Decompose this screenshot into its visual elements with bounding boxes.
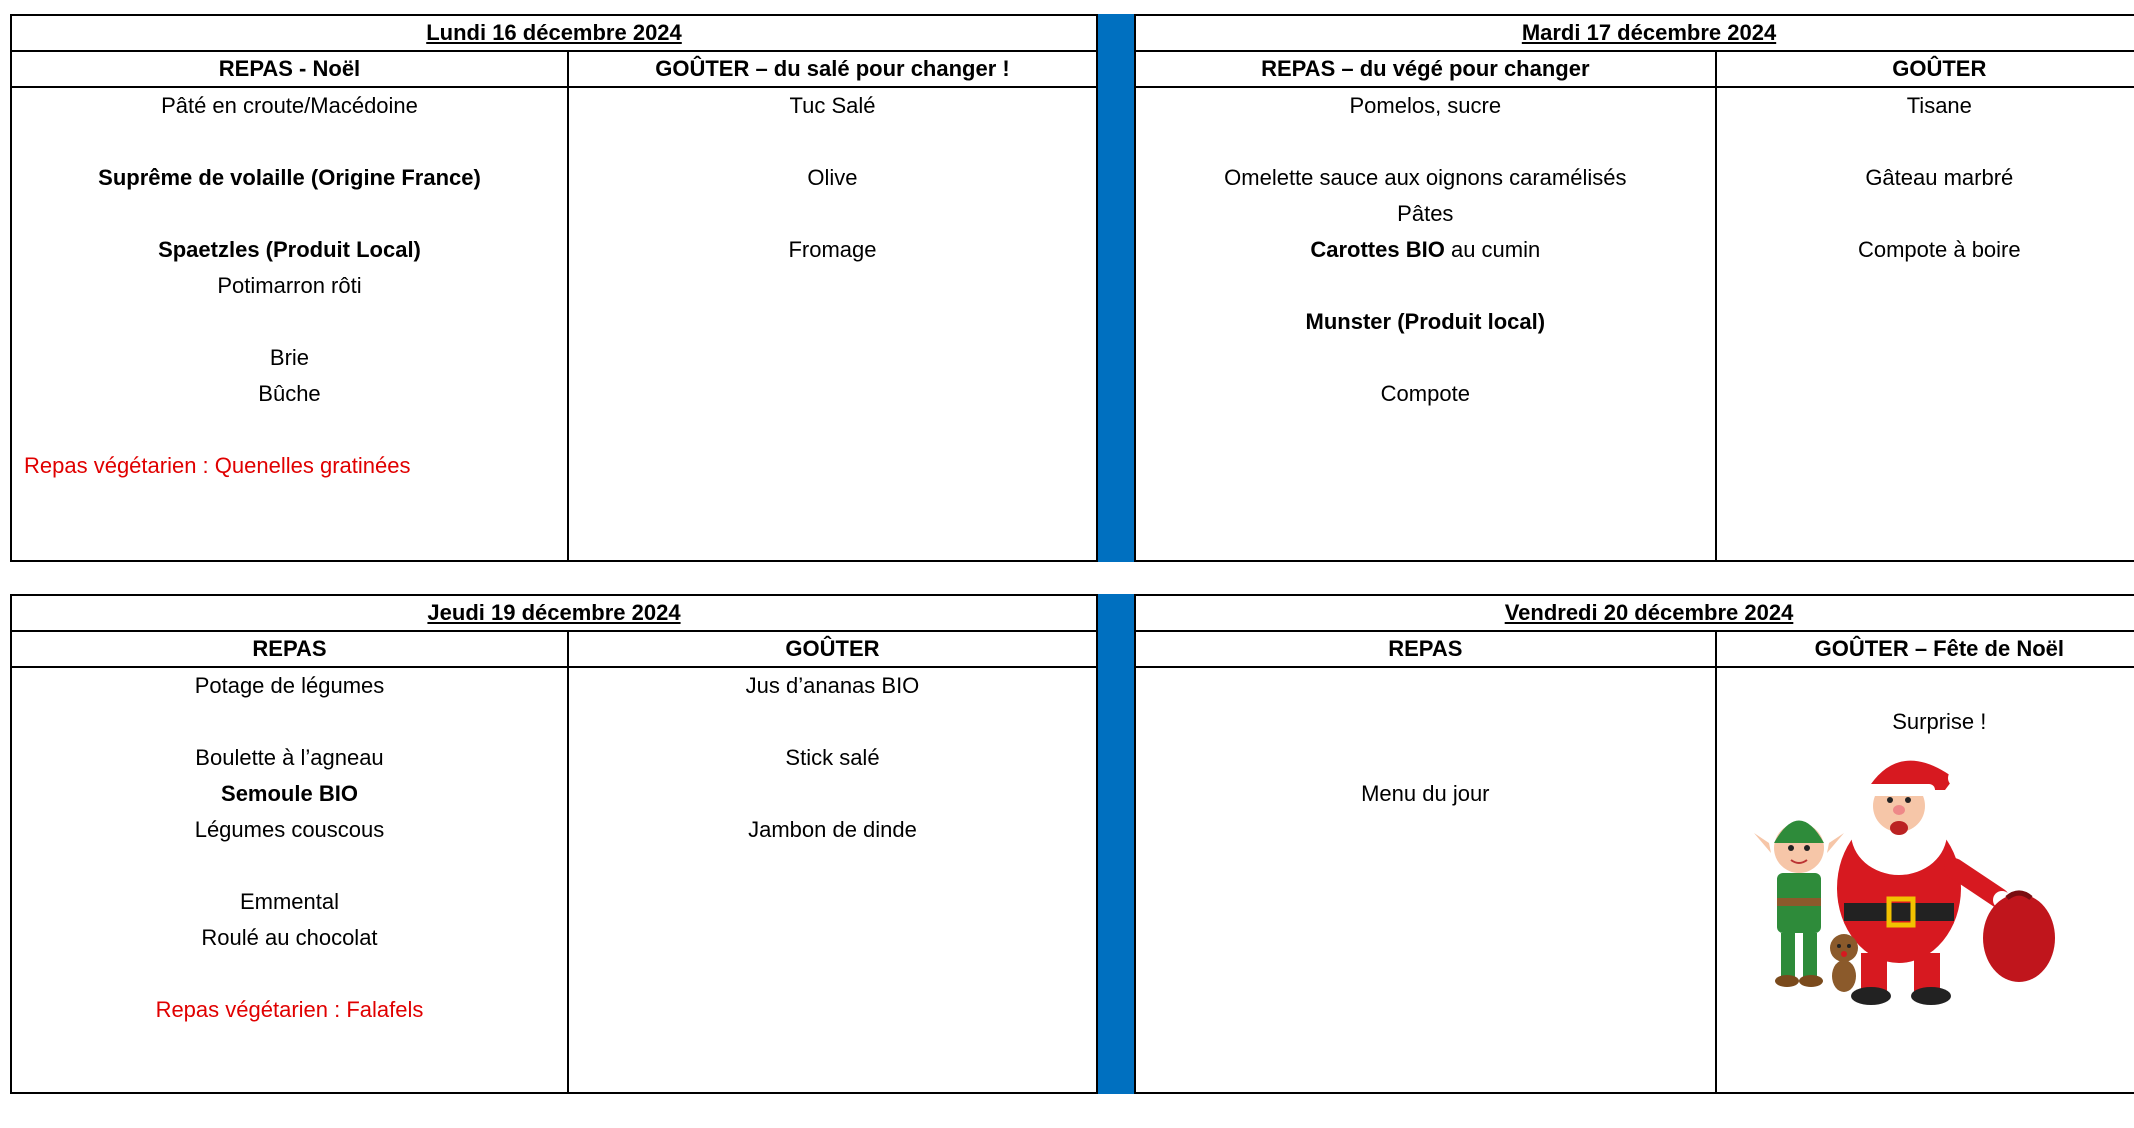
santa-and-elf-icon — [1749, 748, 2059, 1008]
menu-line: Munster (Produit local) — [1305, 309, 1546, 334]
column-gouter — [1715, 52, 2134, 560]
column-gouter — [567, 632, 1096, 1092]
menu-line — [1136, 340, 1715, 376]
day-tuesday — [1134, 14, 2134, 562]
menu-line — [569, 196, 1096, 232]
menu-line: Roulé au chocolat — [201, 925, 378, 950]
day-title: Vendredi 20 décembre 2024 — [1136, 596, 2134, 632]
menu-line — [1136, 704, 1715, 740]
column-gouter — [1715, 632, 2134, 1092]
menu-line — [12, 196, 567, 232]
menu-line — [12, 412, 567, 448]
menu-line: Carottes BIO au cumin — [1310, 237, 1541, 262]
menu-line — [569, 776, 1096, 812]
menu-line: Bûche — [258, 381, 321, 406]
column-header: GOÛTER – du salé pour changer ! — [569, 52, 1096, 88]
menu-line — [12, 704, 567, 740]
blue-separator — [1098, 14, 1134, 562]
menu-line — [1717, 124, 2134, 160]
column-header: GOÛTER — [1717, 52, 2134, 88]
blue-separator — [1098, 594, 1134, 1094]
menu-line — [1717, 196, 2134, 232]
menu-line: Omelette sauce aux oignons caramélisés — [1224, 165, 1627, 190]
menu-line: Pomelos, sucre — [1349, 93, 1502, 118]
menu-line: Jambon de dinde — [748, 817, 917, 842]
menu-line: Suprême de volaille (Origine France) — [98, 165, 481, 190]
column-gouter — [567, 52, 1096, 560]
column-repas — [12, 52, 567, 560]
menu-line: Stick salé — [785, 745, 880, 770]
menu-line: Gâteau marbré — [1865, 165, 2014, 190]
menu-line: Fromage — [788, 237, 877, 262]
menu-line — [1717, 668, 2134, 704]
column-header: GOÛTER – Fête de Noël — [1717, 632, 2134, 668]
menu-line: Pâté en croute/Macédoine — [161, 93, 418, 118]
menu-line: Tuc Salé — [789, 93, 876, 118]
column-header: REPAS — [1136, 632, 1715, 668]
menu-line: Pâtes — [1397, 201, 1454, 226]
menu-line: Emmental — [239, 889, 339, 914]
page-title — [0, 0, 2134, 5]
day-monday — [10, 14, 1098, 562]
menu-line: Tisane — [1906, 93, 1972, 118]
menu-line: Brie — [269, 345, 310, 370]
menu-line — [1136, 668, 1715, 704]
column-repas — [1136, 632, 1715, 1092]
menu-line: Compote — [1380, 381, 1470, 406]
menu-line: Spaetzles (Produit Local) — [158, 237, 421, 262]
menu-line: Compote à boire — [1857, 237, 2021, 262]
column-header: REPAS – du végé pour changer — [1136, 52, 1715, 88]
week-block-bottom — [10, 594, 2134, 1094]
menu-line — [1136, 740, 1715, 776]
menu-line: Menu du jour — [1361, 781, 1490, 806]
menu-line: Potimarron rôti — [217, 273, 362, 298]
day-thursday — [10, 594, 1098, 1094]
menu-line — [569, 704, 1096, 740]
menu-line — [12, 124, 567, 160]
menu-line: Jus d’ananas BIO — [745, 673, 920, 698]
week-block-top — [10, 14, 2134, 562]
menu-line — [12, 304, 567, 340]
day-friday — [1134, 594, 2134, 1094]
menu-line — [12, 848, 567, 884]
column-header: GOÛTER — [569, 632, 1096, 668]
menu-line — [1136, 124, 1715, 160]
column-repas — [1136, 52, 1715, 560]
day-title: Lundi 16 décembre 2024 — [12, 16, 1096, 52]
menu-line — [1136, 268, 1715, 304]
column-header: REPAS - Noël — [12, 52, 567, 88]
menu-line: Semoule BIO — [221, 781, 358, 806]
menu-line: Olive — [807, 165, 858, 190]
surprise-text: Surprise ! — [1892, 709, 1987, 734]
vegetarian-option: Repas végétarien : Falafels — [155, 997, 424, 1022]
menu-line: Potage de légumes — [194, 673, 385, 698]
column-repas — [12, 632, 567, 1092]
menu-line — [12, 956, 567, 992]
menu-line — [569, 124, 1096, 160]
column-header: REPAS — [12, 632, 567, 668]
menu-line: Légumes couscous — [194, 817, 385, 842]
day-title: Jeudi 19 décembre 2024 — [12, 596, 1096, 632]
day-title: Mardi 17 décembre 2024 — [1136, 16, 2134, 52]
menu-line: Boulette à l’agneau — [195, 745, 384, 770]
vegetarian-option: Repas végétarien : Quenelles gratinées — [24, 453, 411, 478]
